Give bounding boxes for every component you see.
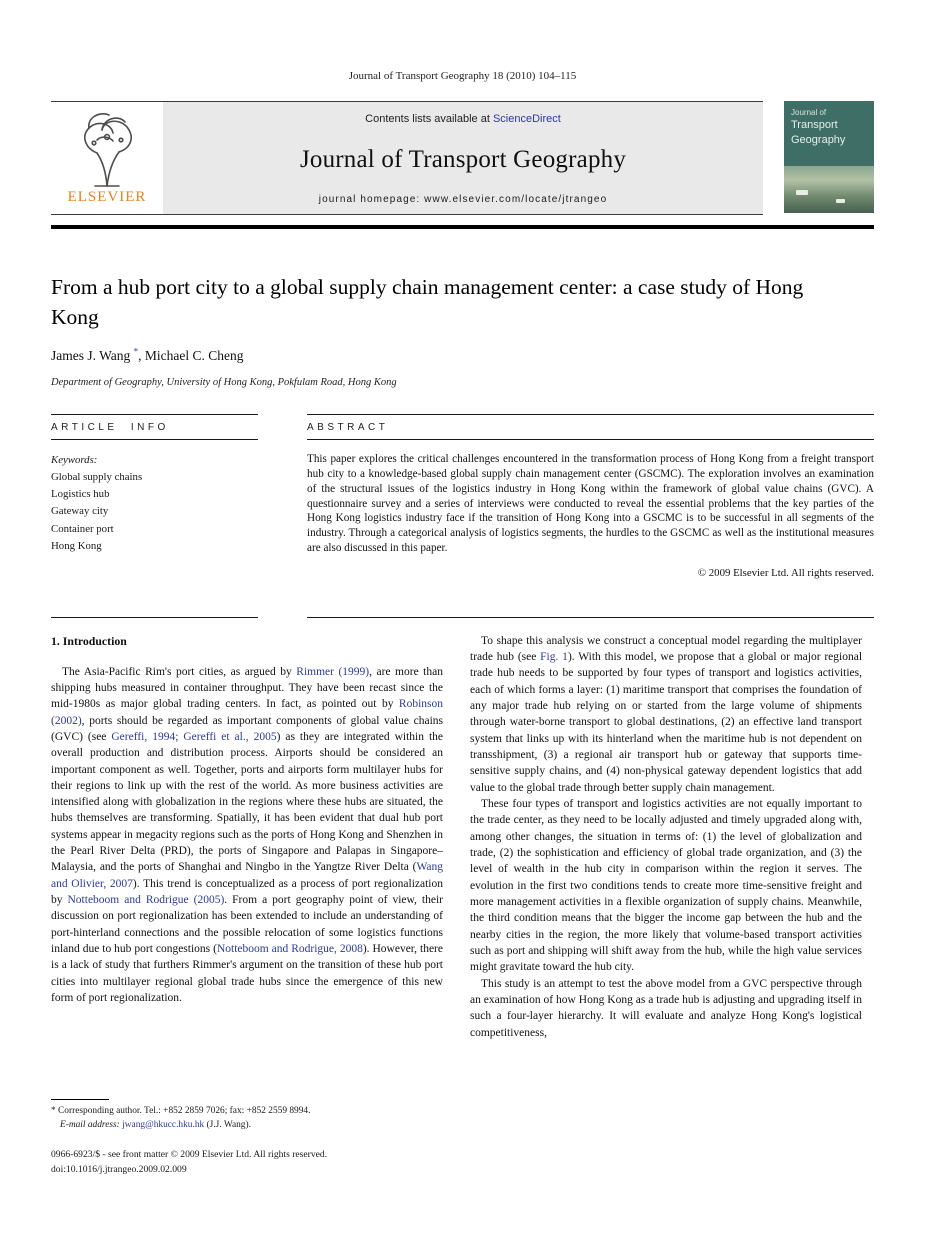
text-segment: To shape this analysis we construct a conceptual model regarding the multiplayer trade hub (see <box>470 634 862 664</box>
doi-line: doi:10.1016/j.jtrangeo.2009.02.009 <box>51 1164 187 1176</box>
abstract-text: This paper explores the critical challenges encountered in the transformation process of Hong Kong from a freight transport hub city to a knowledge-based global supply chain management center (GSCMC). The exploration involves an examination of the structural issues of the logistics industry in Hong Kong within the framework of global value chains (GVC). A questionnaire survey and a series of interviews were conducted to reveal the essential problems that the key parties of the Hong Kong logistics industry face if the transition of Hong Kong into a GSCMC is to be successful in all segments of the industry. Through a categorical analysis of logistics segments, the hurdles to the GSCMC as well as the institutional measures are also discussed in this paper. <box>307 453 874 554</box>
page-footer <box>51 1147 327 1178</box>
issn-copyright-line: 0966-6923/$ - see front matter © 2009 Elsevier Ltd. All rights reserved. <box>51 1149 328 1160</box>
text-segment: . From a port geography point of view, their discussion on port regionalization has been extended to include an understanding of port-hinterland connections and the possible relocation of some logistics functions inland due to hub port congestions ( <box>51 894 443 956</box>
text-segment: E-mail address: <box>60 1119 123 1130</box>
contents-availability-line <box>171 113 755 125</box>
text-segment: , Michael C. Cheng <box>138 348 244 364</box>
citation-link[interactable]: jwang@hkucc.hku.hk <box>122 1119 205 1130</box>
text-segment: (J.J. Wang). <box>204 1119 251 1130</box>
author-line <box>51 348 874 364</box>
citation-link[interactable]: Wang and Olivier, 2007 <box>51 861 443 890</box>
sciencedirect-link[interactable]: ScienceDirect <box>492 113 561 125</box>
text-segment: ). This trend is conceptualized as a process of port regionalization by <box>51 877 444 907</box>
header-divider-bar <box>51 225 874 229</box>
body-columns <box>51 633 874 1041</box>
cover-photo <box>784 166 874 213</box>
citation-link[interactable]: Robinson (2002) <box>51 698 443 727</box>
body-paragraph <box>470 976 862 1041</box>
copyright-line: © 2009 Elsevier Ltd. All rights reserved. <box>697 566 874 579</box>
text-segment: James J. Wang <box>51 348 134 364</box>
cover-title-line: Transport <box>791 119 838 132</box>
footnote-rule <box>51 1099 109 1100</box>
cover-title-line: Journal of <box>791 108 827 117</box>
keywords-block <box>51 440 258 554</box>
left-column <box>51 633 443 1041</box>
masthead-gray-banner <box>163 102 763 214</box>
text-segment: ). However, there is a lack of study that furthers Rimmer's argument on the transition of these hub port cities into multilayer regional global trade hubs since the emergence of this new form of port regionalization. <box>51 943 443 1005</box>
elsevier-wordmark: ELSEVIER <box>67 189 147 205</box>
body-paragraph <box>470 633 862 796</box>
info-abstract-section <box>51 414 874 617</box>
citation-link[interactable]: Notteboom and Rodrigue, 2008 <box>216 943 363 956</box>
footnote-line-2 <box>51 1119 443 1133</box>
text-segment: , are more than shipping hubs measured in container throughput. They have been recast since the mid-1980s as major global trading centers. In fact, as pointed out by <box>51 665 443 711</box>
body-paragraph <box>470 796 862 976</box>
article-info-heading: ARTICLE INFO <box>51 414 258 440</box>
abstract-heading: ABSTRACT <box>307 414 874 440</box>
journal-citation-line: Journal of Transport Geography 18 (2010) 104–115 <box>348 70 577 82</box>
cover-title-line: Geography <box>791 133 846 146</box>
section-heading-introduction: 1. Introduction <box>51 633 127 648</box>
contents-prefix-text: Contents lists available at <box>365 113 493 125</box>
citation-link[interactable]: * <box>133 346 139 357</box>
text-segment: The Asia-Pacific Rim's port cities, as argued by <box>62 665 297 678</box>
journal-cover-thumbnail <box>784 101 874 213</box>
keyword-item: Hong Kong <box>51 539 102 552</box>
keywords-label: Keywords: <box>51 454 98 467</box>
citation-link[interactable]: Gereffi, 1994; Gereffi et al., 2005 <box>111 730 277 743</box>
masthead-banner-area <box>51 101 763 215</box>
text-segment: This study is an attempt to test the above model from a GVC perspective through an examination of how Hong Kong as a trade hub is adjusting and upgrading itself in such a four-layer hierarchy. It will evaluate and analyze Hong Kong's logistical competitiveness, <box>470 977 862 1039</box>
keyword-item: Logistics hub <box>51 488 110 501</box>
article-title: From a hub port city to a global supply chain management center: a case study of Hong Kong <box>51 275 804 329</box>
corresponding-author-footnote <box>51 1099 443 1132</box>
keyword-item: Container port <box>51 522 114 535</box>
journal-homepage-line: journal homepage: www.elsevier.com/locate/jtrangeo <box>318 194 608 205</box>
keyword-item: Global supply chains <box>51 471 143 484</box>
elsevier-logo <box>51 102 163 214</box>
footnote-line-1: * Corresponding author. Tel.: +852 2859 7026; fax: +852 2559 8994. <box>51 1106 311 1116</box>
text-segment: ) as they are integrated within the overall production and distribution process. Airports should be considered an important component as well. Together, ports and airports form multilayer hubs for their regions to link up with the rest of the world. As more business activities are intensified along with globalization in the regions where these hubs are situated, the hubs themselves are transforming. Spatially, it has been evident that dual hub port systems appear in megacity regions such as the ports of Hong Kong and Shenzhen in the Pearl River Delta (PRD), the ports of Singapore and Palapas in Singapore–Malaysia, and the ports of Shanghai and Ningbo in the Yangtze River Delta ( <box>51 730 443 874</box>
article-info-panel <box>51 414 258 617</box>
citation-link[interactable]: Fig. 1 <box>540 651 568 664</box>
keyword-item: Gateway city <box>51 505 109 518</box>
elsevier-tree-icon <box>70 110 144 188</box>
cover-title <box>784 101 874 147</box>
cover-vehicle-shape <box>836 199 845 203</box>
journal-title: Journal of Transport Geography <box>299 145 627 173</box>
citation-link[interactable]: Rimmer (1999) <box>296 665 370 678</box>
author-affiliation: Department of Geography, University of Hong Kong, Pokfulam Road, Hong Kong <box>51 377 397 389</box>
right-column <box>470 633 862 1041</box>
intro-paragraph <box>51 664 443 1007</box>
text-segment: , ports should be regarded as important components of global value chains (GVC) (see <box>51 714 443 743</box>
text-segment: ). With this model, we propose that a global or major regional trade hub needs to be supported by four types of transport and logistics activities, each of which forms a layer: (1) maritime transport that comprises the foundation of any major trade hub relying on or started from the large volume of shipments through water-borne transport to global destinations, (2) an effective land transport system that links up with its hinterland when the maritime hub is not dependent on transshipment, (3) a regional air transport hub or gateway that supports time-sensitive supply chains, and (4) non-physical gateway dependent logistics that add value to the global trade through better supply chain management. <box>470 651 863 794</box>
cover-vehicle-shape <box>796 190 808 195</box>
citation-link[interactable]: Notteboom and Rodrigue (2005) <box>67 894 225 907</box>
keywords-list <box>51 469 258 554</box>
abstract-panel <box>307 414 874 617</box>
text-segment: These four types of transport and logistics activities are not equally important to the trade center, as they need to be locally adjusted and timely upgraded along with, among other changes, the situation in terms of: (1) the level of globalization and trade, (2) the sophistication and efficiency of global trade organization, and (3) the level of wealth in the hub city in comparison within the region it serves. The evolution in the first two conditions tends to create more time-sensitive freight and more management activities in a flexible organization of supply chains. Meanwhile, the third condition means that the bigger the income gap between the hub and the nearby cities in the region, the more likely that volume-based transport activities such as port and shipping will shift away from the hub, while the high value services might gravitate toward the hub city. <box>470 798 862 974</box>
journal-masthead <box>51 101 874 215</box>
